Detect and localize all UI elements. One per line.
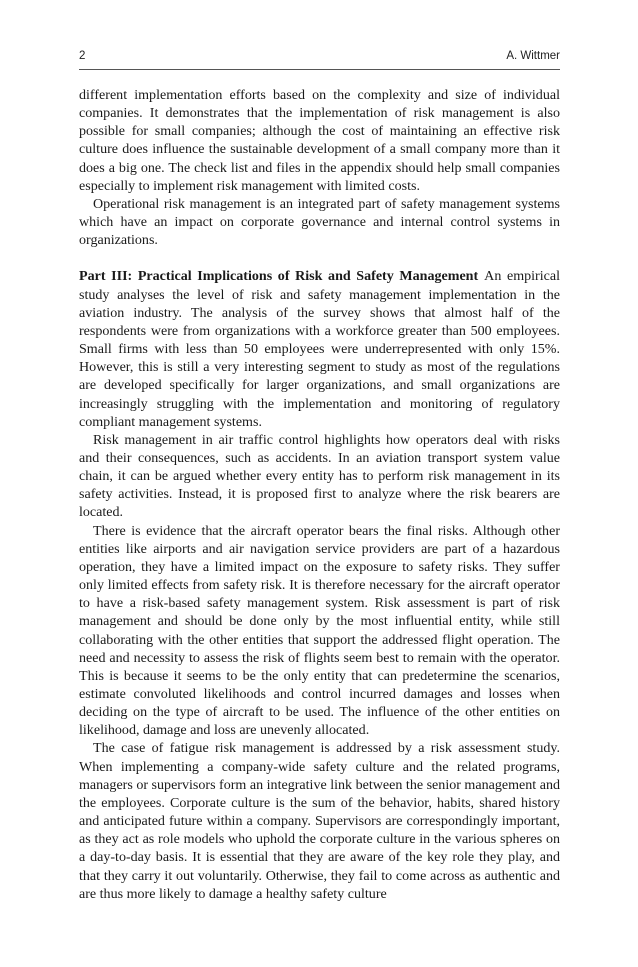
paragraph-operational-risk: Operational risk management is an integrated part of safety management systems which have an impact on corporate governance and internal control systems in organizations. [79,195,560,249]
body-text [79,86,560,903]
page-number: 2 [79,50,86,62]
running-head-author: A. Wittmer [506,50,560,62]
paragraph-part-iii-text: An empirical study analyses the level of risk and safety management implementation in the aviation industry. The analysis of the survey shows that almost half of the respondents were from organizations with a workforce greater than 500 employees. Small firms with less than 50 employees were underrepresented with only 15%. However, this is still a very interesting segment to study as most of the regulations are developed specifically for larger organizations, and small organizations are increasingly struggling with the implementation and monitoring of regulatory compliant management systems. [79,268,560,430]
paragraph-air-traffic-control: Risk management in air traffic control highlights how operators deal with risks and their consequences, such as accidents. In an aviation transport system value chain, it can be argued whether every entity has to perform risk management in its safety activities. Instead, it is proposed first to analyze where the risk bearers are located. [79,431,560,521]
section-heading-part-iii: Part III: Practical Implications of Risk and Safety Management [79,268,479,285]
header-rule [79,69,560,70]
running-head [79,50,560,68]
paragraph-fatigue-risk: The case of fatigue risk management is addressed by a risk assessment study. When implementing a company-wide safety culture and the related programs, managers or supervisors form an integrative link between the senior management and the employees. Corporate culture is the sum of the behavior, habits, shared history and anticipated future within a company. Supervisors are correspondingly important, as they act as role models who uphold the corporate culture in the various spheres on a day-to-day basis. It is essential that they are aware of the key role they play, and that they carry it out voluntarily. Otherwise, they fail to come across as authentic and are thus more likely to damage a healthy safety culture [79,740,560,902]
paragraph-continued: different implementation efforts based on the complexity and size of individual companies. It demonstrates that the implementation of risk management is also possible for small companies; although the cost of maintaining an effective risk culture does influence the sustainable development of a small company more than it does a big one. The check list and files in the appendix should help small companies especially to implement risk management with limited costs. [79,87,560,194]
paragraph-part-iii [79,267,560,430]
paragraph-aircraft-operator: There is evidence that the aircraft operator bears the final risks. Although other entities like airports and air navigation service providers are part of a hazardous operation, they have a limited impact on the exposure to safety risks. They suffer only limited effects from safety risk. It is therefore necessary for the aircraft operator to have a risk-based safety management system. Risk assessment is part of risk management and should be done only by the most influential entity, while still collaborating with the other entities that support the addressed flight operation. The need and necessity to assess the risk of flights seem best to remain with the operator. This is because it seems to be the only entity that can predetermine the scenarios, estimate convoluted likelihoods and control incurred damages and losses when deciding on the type of aircraft to be used. The influence of the other entities on likelihood, damage and loss are unevenly allocated. [79,522,560,739]
